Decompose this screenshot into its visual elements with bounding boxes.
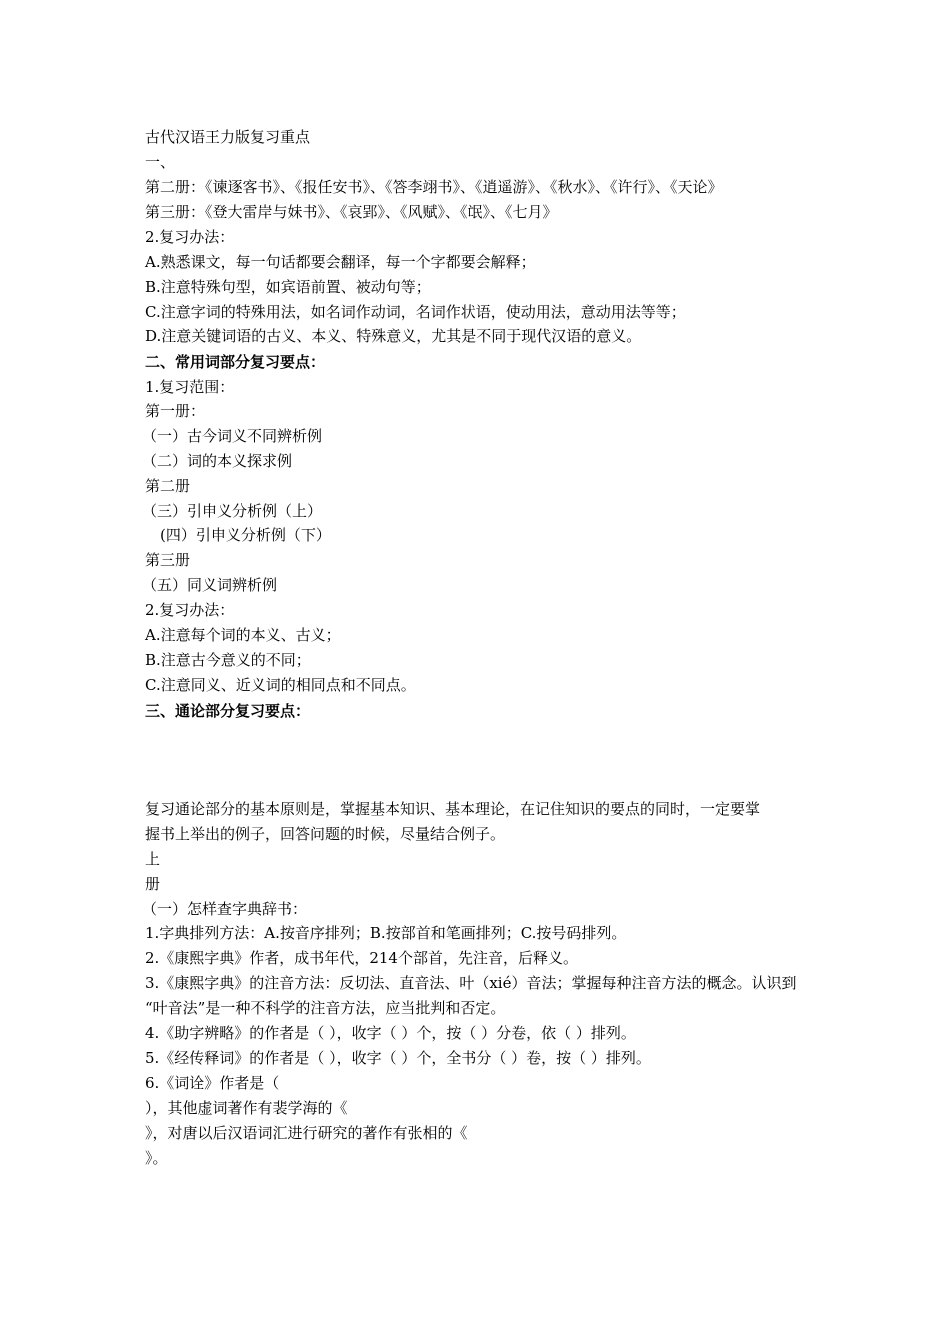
section3-q4: 4.《助字辨略》的作者是（ ），收字（ ）个，按（ ）分卷，依（ ）排列。	[145, 1024, 636, 1042]
section3-q2: 2.《康熙字典》作者，成书年代，214个部首，先注音，后释义。	[145, 949, 578, 967]
section3-volume-char-2: 册	[145, 875, 161, 893]
section3-q6-line2: ），其他虚词著作有裴学海的《	[145, 1099, 348, 1117]
section3-q6-line1: 6.《词诠》作者是（	[145, 1074, 280, 1092]
section3-heading: 三、通论部分复习要点：	[145, 702, 311, 720]
document-title: 古代汉语王力版复习重点	[145, 128, 311, 146]
section2-item3: （三）引申义分析例（上）	[142, 502, 323, 520]
section3-principle-line2: 握书上举出的例子，回答问题的时候，尽量结合例子。	[145, 825, 506, 843]
section1-book2-list: 第二册：《谏逐客书》、《报任安书》、《答李翊书》、《逍遥游》、《秋水》、《许行》、《天论》	[145, 178, 723, 196]
section3-subheading-dictionaries: （一）怎样查字典辞书：	[142, 900, 308, 918]
section3-q3-line2: “叶音法”是一种不科学的注音方法，应当批判和否定。	[145, 999, 506, 1017]
section2-heading: 二、常用词部分复习要点：	[145, 353, 326, 371]
section3-principle-line1: 复习通论部分的基本原则是，掌握基本知识、基本理论，在记住知识的要点的同时，一定要掌	[145, 800, 761, 818]
section2-item2: （二）词的本义探求例	[142, 452, 293, 470]
section2-item1: （一）古今词义不同辨析例	[142, 427, 323, 445]
section3-q6-line4: 》。	[145, 1149, 168, 1167]
section2-book2: 第二册	[145, 477, 191, 495]
section2-scope-title: 1.复习范围：	[145, 378, 235, 396]
section1-method-b: B.注意特殊句型，如宾语前置、被动句等；	[145, 278, 431, 296]
section2-method-b: B.注意古今意义的不同；	[145, 651, 311, 669]
section2-book1: 第一册：	[145, 402, 206, 420]
section2-item4: (四）引申义分析例（下）	[160, 526, 331, 544]
section1-method-title: 2.复习办法：	[145, 228, 235, 246]
section1-heading: 一、	[145, 153, 176, 171]
section2-method-title: 2.复习办法：	[145, 601, 235, 619]
section3-q3-line1: 3.《康熙字典》的注音方法：反切法、直音法、叶（xié）音法；掌握每种注音方法的概念。认识到	[145, 974, 797, 992]
section2-item5: （五）同义词辨析例	[142, 576, 278, 594]
section1-method-a: A.熟悉课文，每一句话都要会翻译，每一个字都要会解释；	[145, 253, 536, 271]
section3-q5: 5.《经传释词》的作者是（ ），收字（ ）个，全书分（ ）卷，按（ ）排列。	[145, 1049, 651, 1067]
section1-book3-list: 第三册：《登大雷岸与妹书》、《哀郢》、《风赋》、《氓》、《七月》	[145, 203, 558, 221]
section2-book3: 第三册	[145, 551, 191, 569]
section2-method-c: C.注意同义、近义词的相同点和不同点。	[145, 676, 416, 694]
section2-method-a: A.注意每个词的本义、古义；	[145, 626, 341, 644]
section3-q1: 1.字典排列方法：A.按音序排列；B.按部首和笔画排列；C.按号码排列。	[145, 924, 627, 942]
section1-method-d: D.注意关键词语的古义、本义、特殊意义，尤其是不同于现代汉语的意义。	[145, 327, 642, 345]
section3-volume-char-1: 上	[145, 850, 161, 868]
section1-method-c: C.注意字词的特殊用法，如名词作动词，名词作状语，使动用法，意动用法等等；	[145, 303, 686, 321]
section3-q6-line3: 》，对唐以后汉语词汇进行研究的著作有张相的《	[145, 1124, 468, 1142]
